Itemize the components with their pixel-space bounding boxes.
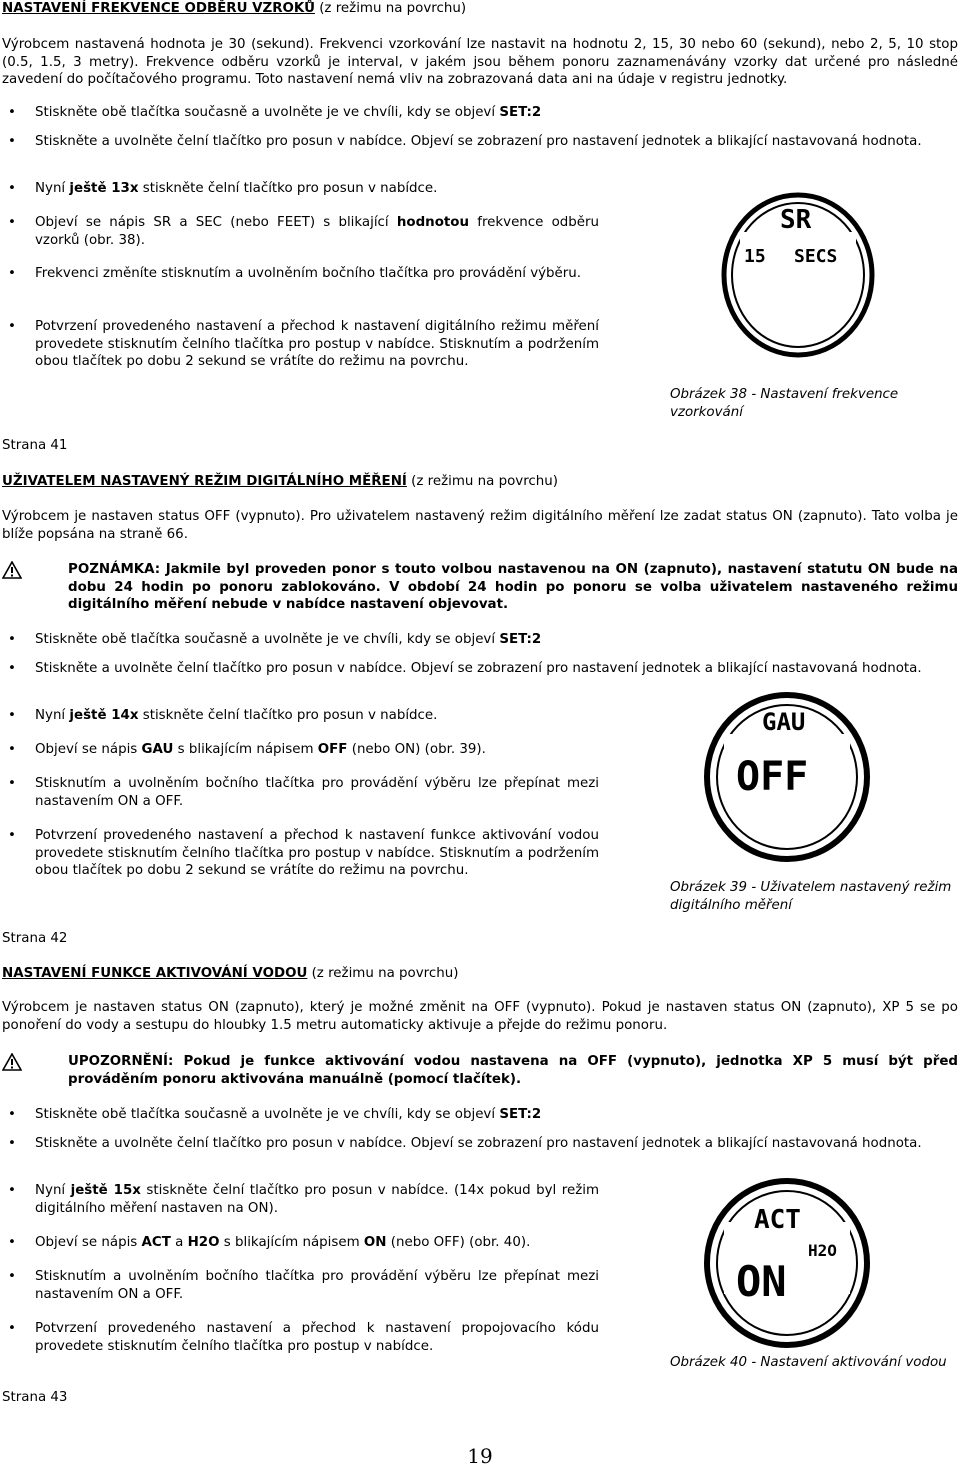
bullet: • bbox=[8, 828, 16, 843]
display-text: 15 bbox=[744, 246, 766, 267]
list-item: Nyní ještě 13x stiskněte čelní tlačítko pro posun v nabídce. bbox=[35, 181, 438, 196]
bullet: • bbox=[8, 742, 16, 757]
bullet: • bbox=[8, 708, 16, 723]
bullet: • bbox=[8, 1235, 16, 1250]
bullet: • bbox=[8, 1269, 16, 1284]
paragraph-sampling-intro: Výrobcem nastavená hodnota je 30 (sekund). Frekvenci vzorkování lze nastavit na hodnotu 2, 15, 30 nebo 60 (sekund), nebo 2, 5, 10 stop (0.5, 1.5, 3 metry). Frekvence odběru vzorků je interval, v jakém jsou během ponoru zaznamenávány vzorky dat určené pro následné zavedení do počítačového programu. Toto nastavení nemá vliv na zobrazovaná data ani na údaje v registru jednotky. bbox=[2, 37, 958, 87]
display-text: H2O bbox=[808, 1241, 837, 1260]
display-text: ON bbox=[736, 1257, 787, 1306]
paragraph-water-intro: Výrobcem je nastaven status ON (zapnuto), který je možné změnit na OFF (vypnuto). Pokud je nastaven status ON (zapnuto), XP 5 se po ponoření do vody a sestupu do hloubky 1.5 metru automaticky aktivuje a přejde do režimu ponoru. bbox=[2, 1000, 958, 1033]
bullet: • bbox=[8, 1183, 16, 1198]
display-text: OFF bbox=[736, 754, 809, 800]
bullet: • bbox=[8, 215, 16, 230]
list-item: Frekvenci změníte stisknutím a uvolněním bočního tlačítka pro provádění výběru. bbox=[35, 266, 582, 281]
list-item: Nyní ještě 14x stiskněte čelní tlačítko pro posun v nabídce. bbox=[35, 708, 438, 723]
section-title-water: NASTAVENÍ FUNKCE AKTIVOVÁNÍ VODOU (z režimu na povrchu) bbox=[2, 966, 459, 981]
list-item: Objeví se nápis ACT a H2O s blikajícím nápisem ON (nebo OFF) (obr. 40). bbox=[35, 1235, 531, 1250]
warning-text: UPOZORNĚNÍ: Pokud je funkce aktivování vodou nastavena na OFF (vypnuto), jednotka XP 5 musí být před prováděním ponoru aktivována manuálně (pomocí tlačítek). bbox=[68, 1054, 958, 1087]
list-item: Potvrzení provedeného nastavení a přechod k nastavení propojovacího kódu provedete stisknutím čelního tlačítka pro postup v nabídce. bbox=[35, 1321, 599, 1354]
list-item: Potvrzení provedeného nastavení a přechod k nastavení funkce aktivování vodou provedete stisknutím čelního tlačítka pro postup v nabídce. Stisknutím a podržením obou tlačítek po dobu 2 sekund se vrátíte do režimu na povrchu. bbox=[35, 828, 599, 878]
section-title-sampling: NASTAVENÍ FREKVENCE ODBĚRU VZROKŮ (z režimu na povrchu) bbox=[2, 1, 467, 16]
display-text: GAU bbox=[762, 708, 806, 736]
figure-39-device-display bbox=[700, 690, 874, 864]
list-item: Stiskněte a uvolněte čelní tlačítko pro posun v nabídce. Objeví se zobrazení pro nastavení jednotek a blikající nastavovaná hodnota. bbox=[35, 661, 922, 676]
bullet: • bbox=[8, 1321, 16, 1336]
list-item: Stisknutím a uvolněním bočního tlačítka pro provádění výběru lze přepínat mezi nastavením ON a OFF. bbox=[35, 776, 599, 809]
display-text: SECS bbox=[794, 246, 838, 267]
list-item: Objeví se nápis SR a SEC (nebo FEET) s blikající hodnotou frekvence odběru vzorků (obr. 38). bbox=[35, 215, 600, 248]
bullet: • bbox=[8, 319, 16, 334]
page-reference: Strana 41 bbox=[2, 438, 68, 453]
list-item: Stiskněte a uvolněte čelní tlačítko pro posun v nabídce. Objeví se zobrazení pro nastavení jednotek a blikající nastavovaná hodnota. bbox=[35, 1136, 922, 1151]
bullet: • bbox=[8, 134, 16, 149]
warning-icon bbox=[2, 1053, 22, 1071]
bullet: • bbox=[8, 1107, 16, 1122]
list-item: Stiskněte obě tlačítka současně a uvolněte je ve chvíli, kdy se objeví SET:2 bbox=[35, 105, 542, 120]
section-title-digital: UŽIVATELEM NASTAVENÝ REŽIM DIGITÁLNÍHO MĚŘENÍ (z režimu na povrchu) bbox=[2, 474, 558, 489]
paragraph-digital-intro: Výrobcem je nastaven status OFF (vypnuto). Pro uživatelem nastavený režim digitálního měření lze zadat status ON (zapnuto). Tato volba je blíže popsána na straně 66. bbox=[2, 509, 958, 542]
bullet: • bbox=[8, 105, 16, 120]
display-text: SR bbox=[780, 205, 812, 235]
note-text: POZNÁMKA: Jakmile byl proveden ponor s touto volbou nastavenou na ON (zapnuto), nastavení statutu ON bude na dobu 24 hodin po ponoru zablokováno. V období 24 hodin po ponoru se volba uživatelem nastaveného režimu digitálního měření nebude v nabídce nastavení objevovat. bbox=[68, 562, 958, 612]
figure-40-caption: Obrázek 40 - Nastavení aktivování vodou bbox=[670, 1355, 947, 1370]
page-reference: Strana 43 bbox=[2, 1390, 68, 1405]
page-reference: Strana 42 bbox=[2, 931, 68, 946]
list-item: Stiskněte obě tlačítka současně a uvolněte je ve chvíli, kdy se objeví SET:2 bbox=[35, 1107, 542, 1122]
figure-39-caption: Obrázek 39 - Uživatelem nastavený režim digitálního měření bbox=[670, 880, 952, 913]
bullet: • bbox=[8, 661, 16, 676]
list-item: Stiskněte obě tlačítka současně a uvolněte je ve chvíli, kdy se objeví SET:2 bbox=[35, 632, 542, 647]
list-item: Potvrzení provedeného nastavení a přechod k nastavení digitálního režimu měření provedete stisknutím čelního tlačítka pro postup v nabídce. Stisknutím a podržením obou tlačítek po dobu 2 sekund se vrátíte do režimu na povrchu. bbox=[35, 319, 599, 369]
figure-38-caption: Obrázek 38 - Nastavení frekvence vzorkování bbox=[670, 387, 899, 420]
display-text: ACT bbox=[754, 1205, 801, 1235]
warning-icon bbox=[2, 561, 22, 579]
bullet: • bbox=[8, 1136, 16, 1151]
page-number: 19 bbox=[467, 1444, 493, 1468]
list-item: Objeví se nápis GAU s blikajícím nápisem OFF (nebo ON) (obr. 39). bbox=[35, 742, 486, 757]
list-item: Stiskněte a uvolněte čelní tlačítko pro posun v nabídce. Objeví se zobrazení pro nastavení jednotek a blikající nastavovaná hodnota. bbox=[35, 134, 922, 149]
figure-38-device-display bbox=[718, 188, 878, 362]
list-item: Nyní ještě 15x stiskněte čelní tlačítko pro posun v nabídce. (14x pokud byl režim digitálního měření nastaven na ON). bbox=[35, 1183, 600, 1216]
list-item: Stisknutím a uvolněním bočního tlačítka pro provádění výběru lze přepínat mezi nastavením ON a OFF. bbox=[35, 1269, 599, 1302]
bullet: • bbox=[8, 181, 16, 196]
figure-40-device-display bbox=[700, 1176, 874, 1350]
bullet: • bbox=[8, 632, 16, 647]
bullet: • bbox=[8, 776, 16, 791]
bullet: • bbox=[8, 266, 16, 281]
